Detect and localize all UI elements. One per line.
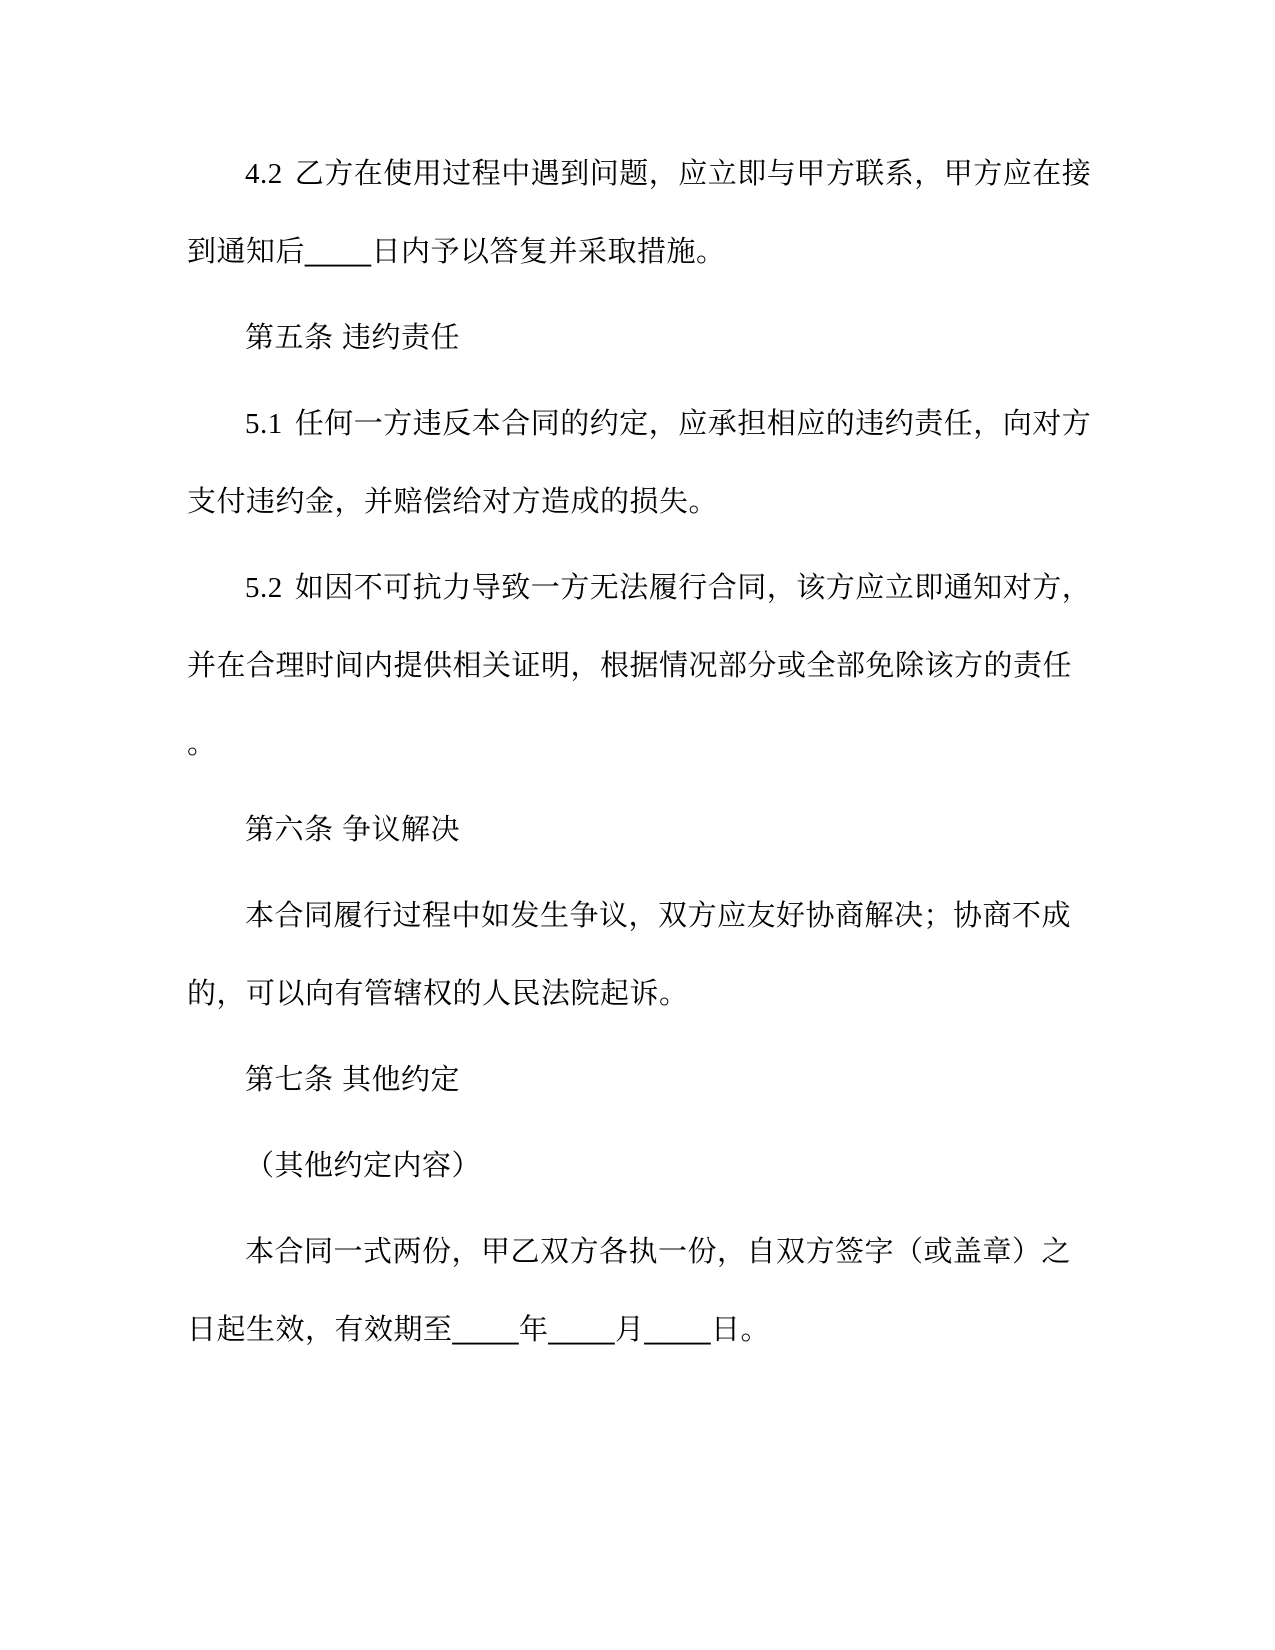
section-6-heading — [187, 791, 1090, 869]
section-7-heading — [187, 1041, 1090, 1119]
clause-text: 并在合理时间内提供相关证明，根据情况部分或全部免除该方的责任 — [187, 650, 1073, 682]
clause-text: 本合同一式两份，甲乙双方各执一份，自双方签字（或盖章）之 — [245, 1236, 1072, 1268]
heading-text: 第五条 违约责任 — [245, 322, 461, 354]
clause-text: 本合同履行过程中如发生争议，双方应友好协商解决；协商不成 — [245, 900, 1072, 932]
clause-number: 5.2 — [245, 572, 283, 604]
text-line — [187, 1150, 481, 1182]
text-line — [187, 1314, 770, 1346]
text-line — [187, 1236, 1071, 1268]
heading-text: 第七条 其他约定 — [245, 1064, 461, 1096]
text-line — [187, 486, 718, 518]
clause-text: 到通知后____日内予以答复并采取措施。 — [187, 236, 726, 268]
clause-number: 4.2 — [245, 158, 283, 190]
clause-text: 的，可以向有管辖权的人民法院起诉。 — [187, 978, 689, 1010]
clause-text: 如因不可抗力导致一方无法履行合同，该方应立即通知对方， — [294, 572, 1092, 604]
text-line — [187, 572, 1091, 604]
clause-number: 5.1 — [245, 408, 283, 440]
text-line — [187, 158, 1091, 190]
closing-clause — [187, 1213, 1090, 1369]
clause-6-body — [187, 877, 1090, 1033]
clause-text: 。 — [187, 728, 217, 760]
section-heading — [187, 1064, 460, 1096]
clause-text: 乙方在使用过程中遇到问题，应立即与甲方联系，甲方应在接 — [294, 158, 1092, 190]
clause-text: 日起生效，有效期至____年____月____日。 — [187, 1314, 771, 1346]
text-line — [187, 900, 1071, 932]
section-5-heading — [187, 299, 1090, 377]
text-line — [187, 408, 1091, 440]
clause-5-1 — [187, 385, 1090, 541]
text-line — [187, 650, 1072, 682]
text-line — [187, 978, 689, 1010]
clause-text: 任何一方违反本合同的约定，应承担相应的违约责任，向对方 — [294, 408, 1092, 440]
heading-text: 第六条 争议解决 — [245, 814, 461, 846]
clause-5-2 — [187, 549, 1090, 783]
section-heading — [187, 322, 460, 354]
clause-text: 支付违约金，并赔偿给对方造成的损失。 — [187, 486, 719, 518]
section-heading — [187, 814, 460, 846]
clause-4-2 — [187, 135, 1090, 291]
clause-7-placeholder — [187, 1127, 1090, 1205]
text-line — [187, 728, 217, 760]
text-line — [187, 236, 726, 268]
clause-text: （其他约定内容） — [245, 1150, 482, 1182]
